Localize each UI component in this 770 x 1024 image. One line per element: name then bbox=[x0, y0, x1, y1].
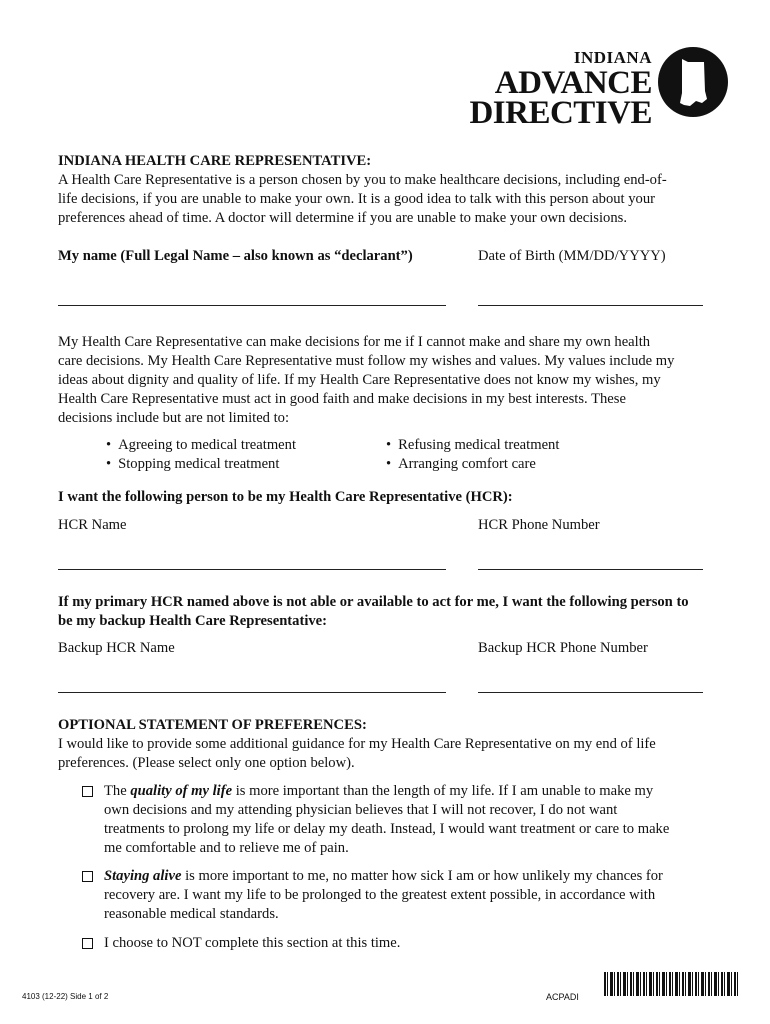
option-line: me comfortable and to relieve me of pain. bbox=[104, 840, 349, 856]
hcr-desc-line: My Health Care Representative can make decisions for me if I cannot make and share my own health bbox=[58, 334, 651, 350]
preferences-heading: OPTIONAL STATEMENT OF PREFERENCES: bbox=[58, 717, 367, 733]
preference-option-staying-alive bbox=[82, 867, 722, 927]
option-prefix: The bbox=[104, 783, 131, 799]
backup-hcr-phone-field[interactable] bbox=[478, 692, 703, 693]
list-item: • Arranging comfort care bbox=[386, 455, 559, 474]
hcr-desc-line: decisions include but are not limited to: bbox=[58, 410, 290, 426]
list-item: • Refusing medical treatment bbox=[386, 436, 559, 455]
backup-hcr-name-field[interactable] bbox=[58, 692, 446, 693]
form-code: ACPADI bbox=[546, 992, 579, 1002]
primary-hcr-heading: I want the following person to be my Health Care Representative (HCR): bbox=[58, 489, 513, 505]
option-emphasis: Staying alive bbox=[104, 868, 182, 884]
dob-field[interactable] bbox=[478, 305, 703, 306]
intro-paragraph bbox=[58, 171, 718, 228]
declarant-name-label: My name (Full Legal Name – also known as “declarant”) bbox=[58, 248, 413, 264]
barcode bbox=[604, 972, 740, 996]
option-text bbox=[104, 867, 714, 924]
backup-heading-line: be my backup Health Care Representative: bbox=[58, 613, 328, 629]
declarant-name-field[interactable] bbox=[58, 305, 446, 306]
option-line bbox=[104, 782, 714, 801]
option-line: treatments to prolong my life or delay my death. Instead, I would want treatment or care to make bbox=[104, 821, 670, 837]
form-id: 4103 (12-22) Side 1 of 2 bbox=[22, 992, 109, 1001]
decisions-list-left bbox=[106, 436, 296, 474]
hcr-desc-line: care decisions. My Health Care Representative must follow my wishes and values. My values include my bbox=[58, 353, 675, 369]
list-item: • Agreeing to medical treatment bbox=[106, 436, 296, 455]
hcr-desc-line: ideas about dignity and quality of life. If my Health Care Representative does not know my wishes, my bbox=[58, 372, 661, 388]
backup-hcr-heading bbox=[58, 593, 728, 631]
option-line-rest: is more important than the length of my life. If I am unable to make my bbox=[232, 783, 654, 799]
logo-directive-text: DIRECTIVE bbox=[469, 95, 652, 131]
option-line: reasonable medical standards. bbox=[104, 906, 279, 922]
intro-line: life decisions, if you are unable to make your own. It is a good idea to talk with this person about your bbox=[58, 191, 655, 207]
quality-of-life-checkbox[interactable] bbox=[82, 786, 93, 797]
hcr-phone-field[interactable] bbox=[478, 569, 703, 570]
preferences-intro bbox=[58, 735, 728, 773]
preferences-intro-line: I would like to provide some additional guidance for my Health Care Representative on my end of life bbox=[58, 736, 656, 752]
list-item: • Stopping medical treatment bbox=[106, 455, 296, 474]
dob-label: Date of Birth (MM/DD/YYYY) bbox=[478, 248, 666, 264]
option-line: I choose to NOT complete this section at this time. bbox=[104, 935, 401, 951]
backup-hcr-phone-label: Backup HCR Phone Number bbox=[478, 640, 648, 656]
hcr-phone-label: HCR Phone Number bbox=[478, 517, 600, 533]
option-line bbox=[104, 867, 714, 886]
indiana-map-icon bbox=[658, 47, 728, 117]
decisions-list-right bbox=[386, 436, 559, 474]
hcr-description bbox=[58, 333, 718, 428]
hcr-name-label: HCR Name bbox=[58, 517, 127, 533]
hcr-desc-line: Health Care Representative must act in good faith and make decisions in my best interests. These bbox=[58, 391, 626, 407]
option-emphasis: quality of my life bbox=[130, 783, 233, 799]
option-text bbox=[104, 782, 714, 858]
staying-alive-checkbox[interactable] bbox=[82, 871, 93, 882]
option-line: own decisions and my attending physician believes that I will not recover, I do not want bbox=[104, 802, 618, 818]
preference-option-decline bbox=[82, 934, 722, 954]
indiana-state-logo-icon bbox=[658, 47, 728, 117]
option-line: recovery are. I want my life to be prolonged to the greatest extent possible, in accordance with bbox=[104, 887, 656, 903]
intro-heading: INDIANA HEALTH CARE REPRESENTATIVE: bbox=[58, 153, 372, 169]
intro-line: preferences ahead of time. A doctor will determine if you are unable to make your own decisions. bbox=[58, 210, 627, 226]
option-line-rest: is more important to me, no matter how sick I am or how unlikely my chances for bbox=[181, 868, 663, 884]
intro-line: A Health Care Representative is a person chosen by you to make healthcare decisions, including end-of- bbox=[58, 172, 667, 188]
preference-option-quality-of-life bbox=[82, 782, 722, 862]
preferences-intro-line: preferences. (Please select only one option below). bbox=[58, 755, 355, 771]
logo-advance-text: ADVANCE bbox=[494, 65, 652, 101]
backup-heading-line: If my primary HCR named above is not able or available to act for me, I want the following person to bbox=[58, 594, 689, 610]
hcr-name-field[interactable] bbox=[58, 569, 446, 570]
backup-hcr-name-label: Backup HCR Name bbox=[58, 640, 175, 656]
decline-checkbox[interactable] bbox=[82, 938, 93, 949]
logo-indiana-text: INDIANA bbox=[573, 48, 652, 67]
